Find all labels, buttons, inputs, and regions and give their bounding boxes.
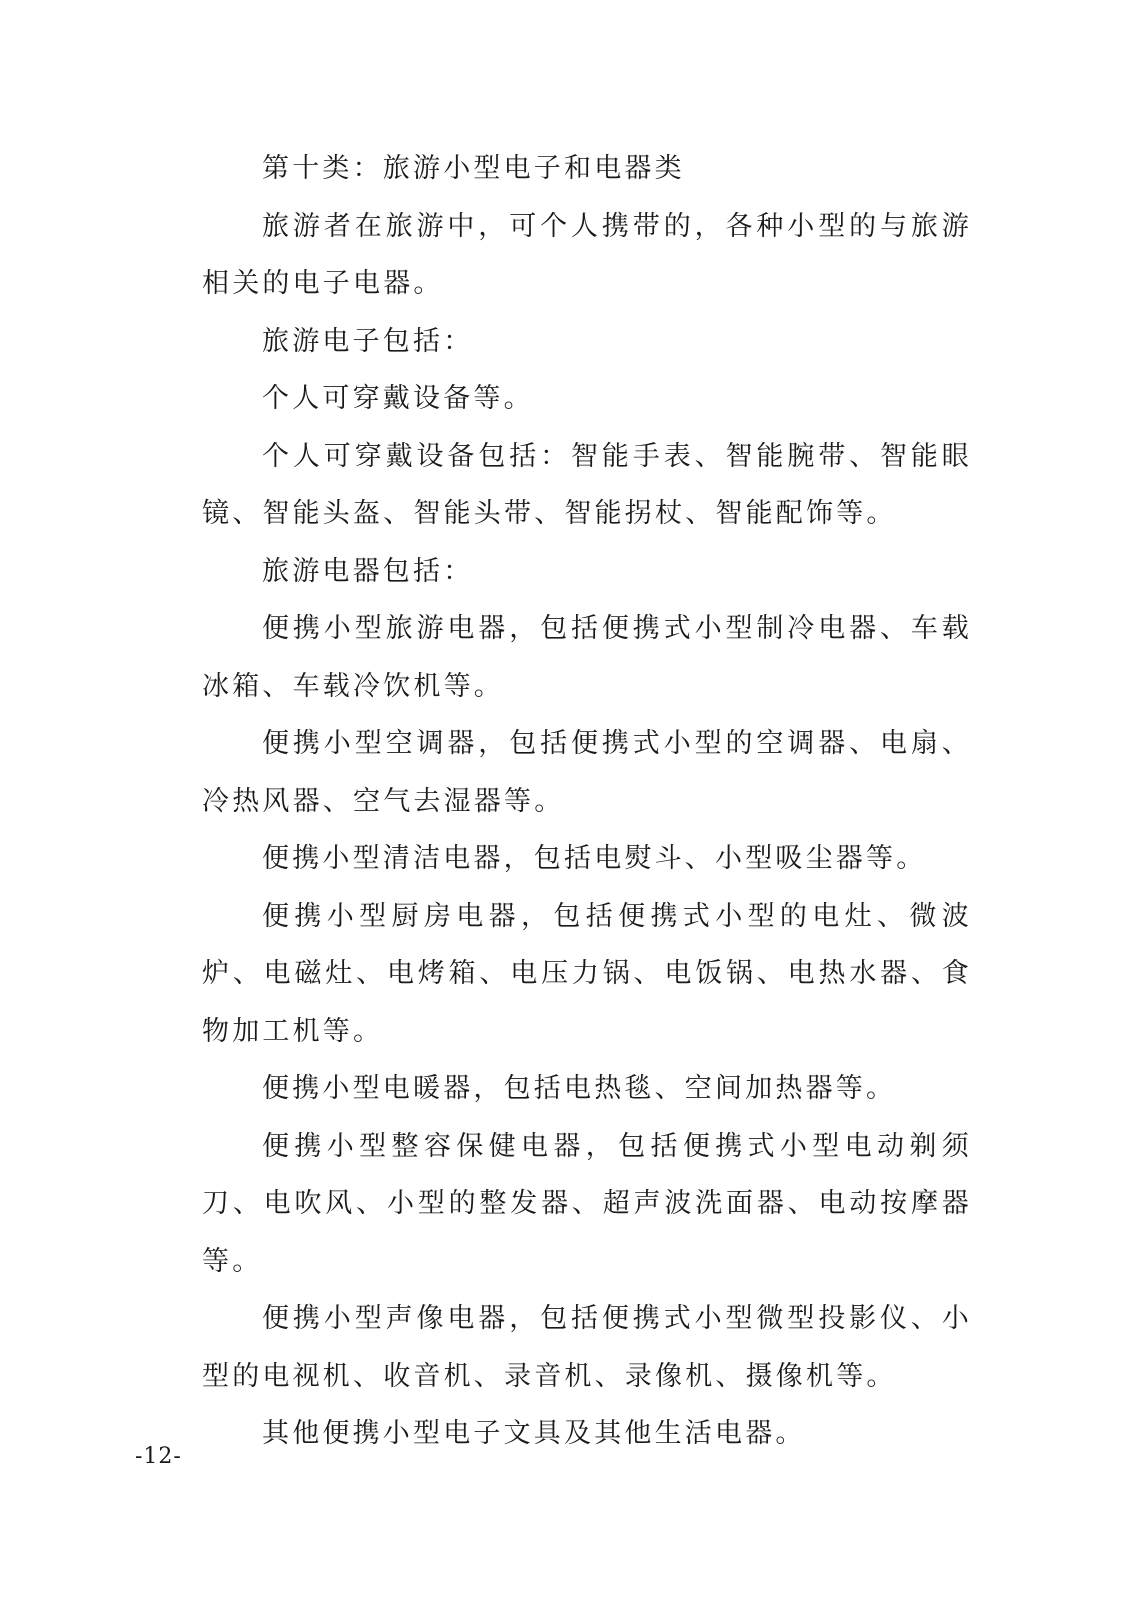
paragraph-definition: 旅游者在旅游中，可个人携带的，各种小型的与旅游相关的电子电器。 [202,210,972,299]
paragraph-av-appliances: 便携小型声像电器，包括便携式小型微型投影仪、小型的电视机、收音机、录音机、录像机、摄像机等。 [202,1303,972,1392]
page-number: -12- [135,1444,182,1469]
paragraph-travel-appliances: 便携小型旅游电器，包括便携式小型制冷电器、车载冰箱、车载冷饮机等。 [202,613,972,702]
paragraph-appliances-heading: 旅游电器包括： [262,555,474,587]
paragraph-wearables-list: 个人可穿戴设备包括：智能手表、智能腕带、智能眼镜、智能头盔、智能头带、智能拐杖、智能配饰等。 [202,440,972,529]
paragraph-kitchen-appliances: 便携小型厨房电器，包括便携式小型的电灶、微波炉、电磁灶、电烤箱、电压力锅、电饭锅、电热水器、食物加工机等。 [202,900,972,1047]
paragraph-heaters: 便携小型电暖器，包括电热毯、空间加热器等。 [262,1073,897,1104]
paragraph-wearables: 个人可穿戴设备等。 [262,383,534,414]
paragraph-air-conditioners: 便携小型空调器，包括便携式小型的空调器、电扇、冷热风器、空气去湿器等。 [202,728,972,817]
document-body [202,140,972,1463]
section-heading: 第十类：旅游小型电子和电器类 [262,153,685,184]
paragraph-cleaning-appliances: 便携小型清洁电器，包括电熨斗、小型吸尘器等。 [262,843,927,874]
paragraph-care-appliances: 便携小型整容保健电器，包括便携式小型电动剃须刀、电吹风、小型的整发器、超声波洗面器、电动按摩器等。 [202,1130,972,1277]
paragraph-electronics-heading: 旅游电子包括： [262,325,474,357]
paragraph-other-appliances: 其他便携小型电子文具及其他生活电器。 [262,1418,806,1449]
